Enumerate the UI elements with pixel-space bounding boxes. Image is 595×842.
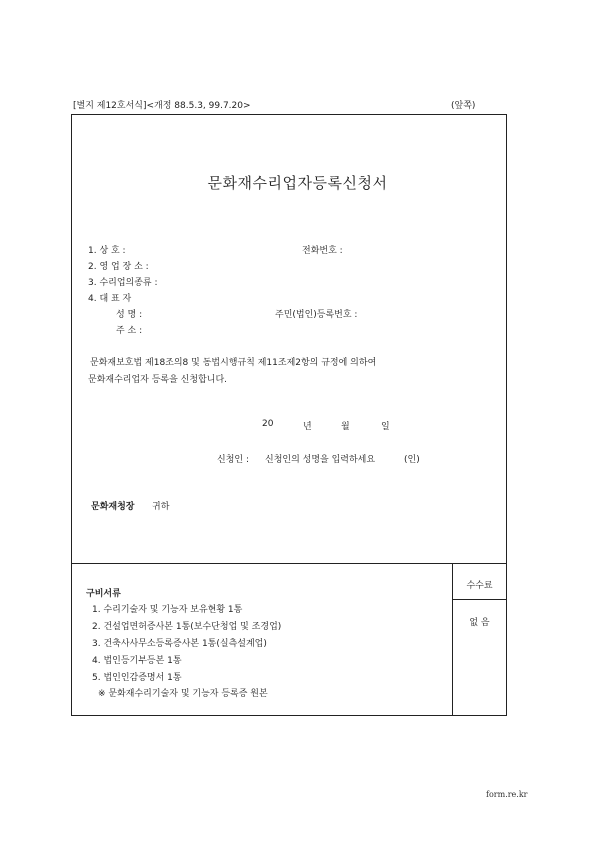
document-item: 4. 법인등기부등본 1통 (92, 656, 182, 666)
field-address[interactable]: 주 소 : (116, 326, 143, 336)
field-phone[interactable]: 전화번호 : (302, 246, 343, 256)
footer-source: form.re.kr (486, 790, 528, 799)
fee-value: 없 음 (469, 618, 490, 628)
document-note: ※ 문화재수리기술자 및 기능자 등록증 원본 (98, 689, 268, 699)
field-repair-type[interactable]: 3. 수리업의종류 : (88, 278, 158, 288)
date-year-label: 년 (303, 422, 312, 432)
field-representative: 4. 대 표 자 (88, 294, 132, 304)
field-name[interactable]: 성 명 : (116, 310, 143, 320)
statement-line-1: 문화재보호법 제18조의8 및 동법시행규칙 제11조제2항의 규정에 의하여 (90, 358, 377, 368)
section-divider (71, 563, 507, 564)
page-side-label: (앞쪽) (451, 101, 476, 111)
seal-mark: (인) (404, 455, 420, 465)
fee-label: 수수료 (466, 581, 493, 591)
page-title: 문화재수리업자등록신청서 (207, 174, 388, 192)
documents-heading: 구비서류 (86, 589, 121, 599)
form-reference: [별지 제12호서식]<개정 88.5.3, 99.7.20> (73, 101, 251, 111)
recipient-honorific: 귀하 (152, 502, 170, 512)
field-registration-number[interactable]: 주민(법인)등록번호 : (275, 310, 358, 320)
field-trade-name[interactable]: 1. 상 호 : (88, 246, 126, 256)
field-office[interactable]: 2. 영 업 장 소 : (88, 262, 149, 272)
document-item: 3. 건축사사무소등록증사본 1통(실측설계업) (92, 639, 267, 649)
date-month-label: 월 (341, 422, 350, 432)
document-item: 1. 수리기술자 및 기능자 보유현황 1통 (92, 605, 243, 615)
applicant-name-input[interactable]: 신청인의 성명을 입력하세요 (265, 455, 376, 465)
recipient-name: 문화재청장 (91, 502, 135, 512)
applicant-label: 신청인 : (217, 455, 249, 465)
document-item: 2. 건설업면허증사본 1통(보수단청업 및 조경업) (92, 622, 282, 632)
fee-row-divider (452, 599, 507, 600)
date-year-prefix[interactable]: 20 (262, 419, 274, 429)
statement-line-2: 문화재수리업자 등록을 신청합니다. (88, 375, 227, 385)
date-day-label: 일 (381, 422, 390, 432)
document-item: 5. 법인인감증명서 1통 (92, 673, 182, 683)
